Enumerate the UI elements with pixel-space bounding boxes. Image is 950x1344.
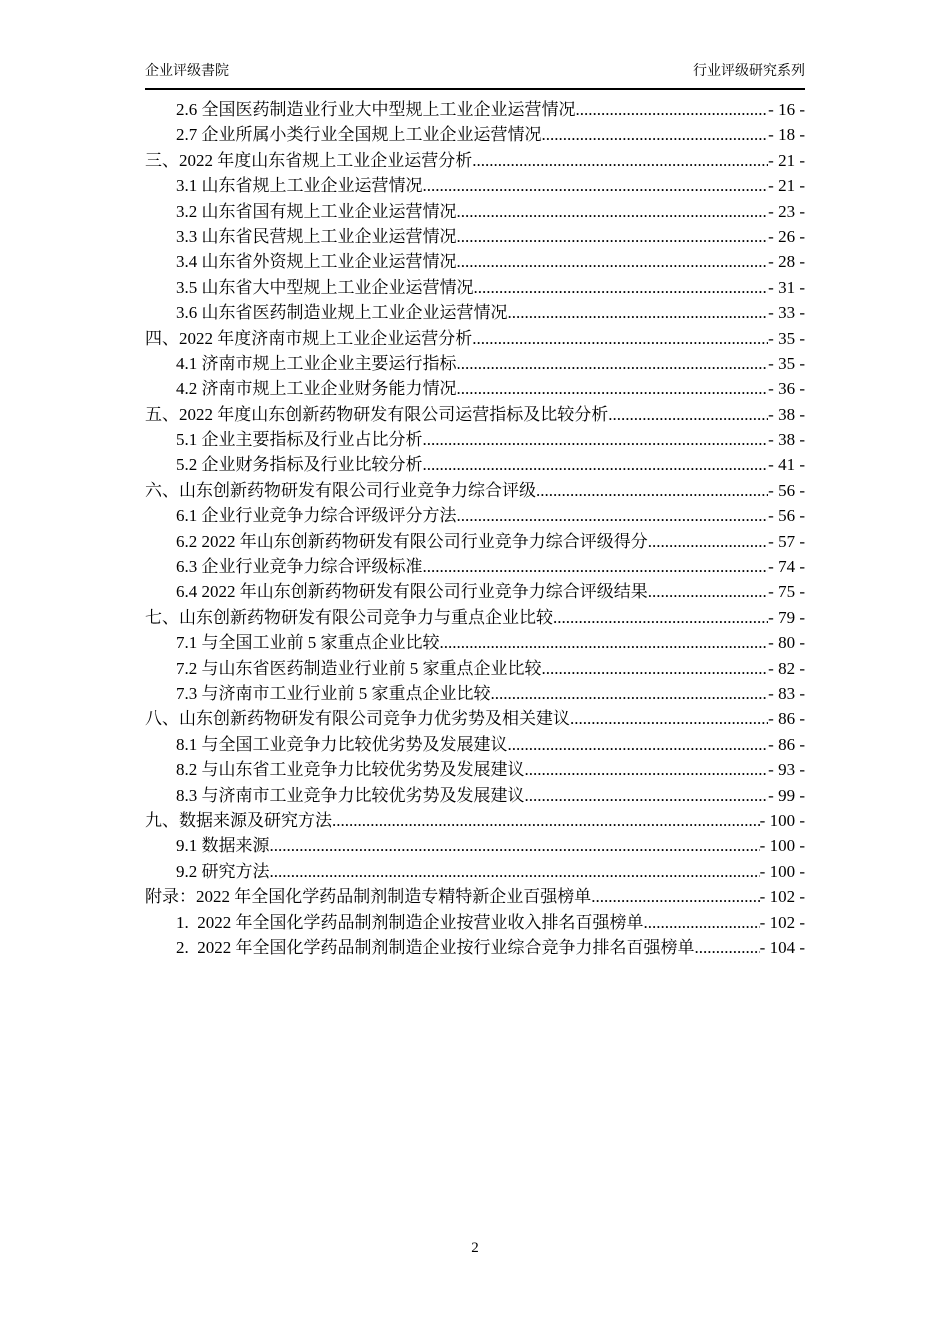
toc-entry-page: - 75 - bbox=[768, 582, 805, 602]
toc-entry[interactable] bbox=[145, 833, 805, 858]
toc-dot-leader bbox=[608, 402, 768, 427]
toc-entry-page: - 26 - bbox=[768, 226, 805, 246]
toc-dot-leader bbox=[508, 300, 769, 325]
toc-entry[interactable] bbox=[145, 427, 805, 452]
toc-entry-label: 9.1 数据来源 bbox=[176, 836, 270, 856]
toc-entry-page: - 35 - bbox=[768, 328, 805, 348]
toc-dot-leader bbox=[474, 275, 769, 300]
toc-entry[interactable] bbox=[145, 859, 805, 884]
toc-entry[interactable] bbox=[145, 148, 805, 173]
toc-entry[interactable] bbox=[145, 910, 805, 935]
toc-entry[interactable] bbox=[145, 630, 805, 655]
toc-entry-page: - 74 - bbox=[768, 557, 805, 577]
toc-entry-page: - 56 - bbox=[768, 480, 805, 500]
toc-entry-label: 6.4 2022 年山东创新药物研发有限公司行业竞争力综合评级结果 bbox=[176, 582, 648, 602]
toc-dot-leader bbox=[423, 427, 769, 452]
toc-entry-label: 5.1 企业主要指标及行业占比分析 bbox=[176, 430, 423, 450]
toc-entry-page: - 100 - bbox=[759, 836, 805, 856]
toc-entry-label: 2.7 企业所属小类行业全国规上工业企业运营情况 bbox=[176, 125, 542, 145]
toc-entry[interactable] bbox=[145, 249, 805, 274]
toc-entry-page: - 56 - bbox=[768, 506, 805, 526]
toc-entry[interactable] bbox=[145, 529, 805, 554]
toc-dot-leader bbox=[270, 833, 760, 858]
toc-dot-leader bbox=[542, 122, 769, 147]
toc-dot-leader bbox=[576, 97, 769, 122]
toc-entry-label: 2.6 全国医药制造业行业大中型规上工业企业运营情况 bbox=[176, 100, 576, 119]
toc-dot-leader bbox=[491, 681, 769, 706]
toc-entry[interactable] bbox=[145, 554, 805, 579]
toc-dot-leader bbox=[525, 783, 769, 808]
toc-entry-label: 5.2 企业财务指标及行业比较分析 bbox=[176, 455, 423, 475]
toc-entry[interactable] bbox=[145, 452, 805, 477]
table-of-contents bbox=[145, 97, 805, 960]
toc-entry-page: - 102 - bbox=[759, 887, 805, 907]
toc-entry-page: - 23 - bbox=[768, 201, 805, 221]
toc-entry-page: - 86 - bbox=[768, 709, 805, 729]
header-left-text: 企业评级書院 bbox=[145, 64, 229, 79]
toc-entry-page: - 86 - bbox=[768, 734, 805, 754]
toc-entry-label: 九、数据来源及研究方法 bbox=[145, 810, 332, 830]
toc-entry-label: 3.1 山东省规上工业企业运营情况 bbox=[176, 176, 423, 196]
toc-entry-page: - 100 - bbox=[759, 810, 805, 830]
toc-entry[interactable] bbox=[145, 173, 805, 198]
toc-entry-page: - 41 - bbox=[768, 455, 805, 475]
toc-entry[interactable] bbox=[145, 122, 805, 147]
toc-entry[interactable] bbox=[145, 808, 805, 833]
toc-dot-leader bbox=[423, 554, 769, 579]
toc-dot-leader bbox=[644, 910, 760, 935]
toc-entry-label: 6.3 企业行业竞争力综合评级标准 bbox=[176, 557, 423, 577]
toc-entry-page: - 80 - bbox=[768, 633, 805, 653]
toc-dot-leader bbox=[648, 529, 768, 554]
toc-dot-leader bbox=[472, 326, 768, 351]
toc-entry-label: 9.2 研究方法 bbox=[176, 861, 270, 881]
toc-entry-page: - 33 - bbox=[768, 303, 805, 323]
toc-entry-label: 7.2 与山东省医药制造业行业前 5 家重点企业比较 bbox=[176, 658, 542, 678]
toc-entry-label: 附录：2022 年全国化学药品制剂制造专精特新企业百强榜单 bbox=[145, 887, 592, 907]
toc-entry[interactable] bbox=[145, 656, 805, 681]
toc-entry[interactable] bbox=[145, 732, 805, 757]
toc-dot-leader bbox=[457, 351, 769, 376]
toc-entry-page: - 93 - bbox=[768, 760, 805, 780]
toc-entry-label: 7.3 与济南市工业行业前 5 家重点企业比较 bbox=[176, 683, 491, 703]
toc-entry-label: 8.2 与山东省工业竞争力比较优劣势及发展建议 bbox=[176, 760, 525, 780]
toc-dot-leader bbox=[457, 199, 769, 224]
toc-entry-page: - 104 - bbox=[759, 937, 805, 957]
page-number: 2 bbox=[471, 1240, 479, 1256]
toc-entry-label: 3.4 山东省外资规上工业企业运营情况 bbox=[176, 252, 457, 272]
toc-dot-leader bbox=[591, 884, 759, 909]
toc-dot-leader bbox=[332, 808, 760, 833]
toc-entry-page: - 16 - bbox=[768, 100, 805, 119]
toc-dot-leader bbox=[423, 173, 769, 198]
toc-entry[interactable] bbox=[145, 478, 805, 503]
toc-dot-leader bbox=[695, 935, 760, 960]
toc-entry[interactable] bbox=[145, 275, 805, 300]
toc-entry-label: 8.3 与济南市工业竞争力比较优劣势及发展建议 bbox=[176, 785, 525, 805]
toc-entry[interactable] bbox=[145, 783, 805, 808]
toc-entry-label: 五、2022 年度山东创新药物研发有限公司运营指标及比较分析 bbox=[145, 404, 609, 424]
footer bbox=[0, 1240, 950, 1257]
toc-entry-label: 3.2 山东省国有规上工业企业运营情况 bbox=[176, 201, 457, 221]
toc-entry[interactable] bbox=[145, 681, 805, 706]
toc-entry-page: - 38 - bbox=[768, 404, 805, 424]
toc-entry-label: 6.1 企业行业竞争力综合评级评分方法 bbox=[176, 506, 457, 526]
toc-dot-leader bbox=[525, 757, 769, 782]
toc-entry-label: 2. 2022 年全国化学药品制剂制造企业按行业综合竞争力排名百强榜单 bbox=[176, 937, 695, 957]
toc-entry-page: - 102 - bbox=[759, 912, 805, 932]
toc-dot-leader bbox=[270, 859, 760, 884]
toc-entry-label: 3.6 山东省医药制造业规上工业企业运营情况 bbox=[176, 303, 508, 323]
toc-entry-label: 1. 2022 年全国化学药品制剂制造企业按营业收入排名百强榜单 bbox=[176, 912, 644, 932]
toc-entry[interactable] bbox=[145, 757, 805, 782]
toc-entry-label: 八、山东创新药物研发有限公司竞争力优劣势及相关建议 bbox=[145, 709, 570, 729]
toc-entry[interactable] bbox=[145, 376, 805, 401]
toc-entry-page: - 99 - bbox=[768, 785, 805, 805]
toc-entry-label: 6.2 2022 年山东创新药物研发有限公司行业竞争力综合评级得分 bbox=[176, 531, 648, 551]
toc-entry[interactable] bbox=[145, 402, 805, 427]
toc-entry-page: - 38 - bbox=[768, 430, 805, 450]
toc-entry[interactable] bbox=[145, 97, 805, 122]
toc-entry-label: 3.3 山东省民营规上工业企业运营情况 bbox=[176, 226, 457, 246]
toc-dot-leader bbox=[542, 656, 769, 681]
toc-entry[interactable] bbox=[145, 351, 805, 376]
toc-entry[interactable] bbox=[145, 224, 805, 249]
toc-entry-page: - 100 - bbox=[759, 861, 805, 881]
toc-entry[interactable] bbox=[145, 199, 805, 224]
toc-entry-label: 4.2 济南市规上工业企业财务能力情况 bbox=[176, 379, 457, 399]
toc-dot-leader bbox=[570, 706, 768, 731]
header-right-text: 行业评级研究系列 bbox=[693, 64, 805, 79]
toc-entry[interactable] bbox=[145, 503, 805, 528]
toc-dot-leader bbox=[457, 503, 769, 528]
toc-entry-label: 7.1 与全国工业前 5 家重点企业比较 bbox=[176, 633, 440, 653]
toc-dot-leader bbox=[440, 630, 769, 655]
toc-entry-page: - 21 - bbox=[768, 176, 805, 196]
toc-entry-page: - 79 - bbox=[768, 607, 805, 627]
toc-entry-page: - 35 - bbox=[768, 353, 805, 373]
toc-entry-page: - 36 - bbox=[768, 379, 805, 399]
toc-dot-leader bbox=[508, 732, 769, 757]
toc-entry-page: - 82 - bbox=[768, 658, 805, 678]
toc-dot-leader bbox=[457, 224, 769, 249]
toc-dot-leader bbox=[536, 478, 768, 503]
toc-entry-label: 四、2022 年度济南市规上工业企业运营分析 bbox=[145, 328, 473, 348]
toc-entry[interactable] bbox=[145, 579, 805, 604]
toc-dot-leader bbox=[423, 452, 769, 477]
toc-dot-leader bbox=[472, 148, 768, 173]
toc-entry-label: 七、山东创新药物研发有限公司竞争力与重点企业比较 bbox=[145, 607, 553, 627]
toc-entry-page: - 18 - bbox=[768, 125, 805, 145]
toc-entry-page: - 31 - bbox=[768, 277, 805, 297]
toc-entry-page: - 83 - bbox=[768, 683, 805, 703]
toc-entry[interactable] bbox=[145, 884, 805, 909]
toc-dot-leader bbox=[553, 605, 768, 630]
toc-entry[interactable] bbox=[145, 326, 805, 351]
toc-entry-label: 4.1 济南市规上工业企业主要运行指标 bbox=[176, 353, 457, 373]
page-header bbox=[145, 62, 805, 90]
toc-entry-page: - 28 - bbox=[768, 252, 805, 272]
toc-entry-page: - 57 - bbox=[768, 531, 805, 551]
toc-entry[interactable] bbox=[145, 706, 805, 731]
toc-entry[interactable] bbox=[145, 935, 805, 960]
toc-entry-label: 六、山东创新药物研发有限公司行业竞争力综合评级 bbox=[145, 480, 536, 500]
toc-entry-label: 8.1 与全国工业竞争力比较优劣势及发展建议 bbox=[176, 734, 508, 754]
toc-entry-label: 三、2022 年度山东省规上工业企业运营分析 bbox=[145, 150, 473, 170]
toc-dot-leader bbox=[457, 249, 769, 274]
toc-dot-leader bbox=[457, 376, 769, 401]
toc-entry[interactable] bbox=[145, 605, 805, 630]
toc-entry-page: - 21 - bbox=[768, 150, 805, 170]
toc-entry[interactable] bbox=[145, 300, 805, 325]
toc-dot-leader bbox=[648, 579, 768, 604]
toc-entry-label: 3.5 山东省大中型规上工业企业运营情况 bbox=[176, 277, 474, 297]
